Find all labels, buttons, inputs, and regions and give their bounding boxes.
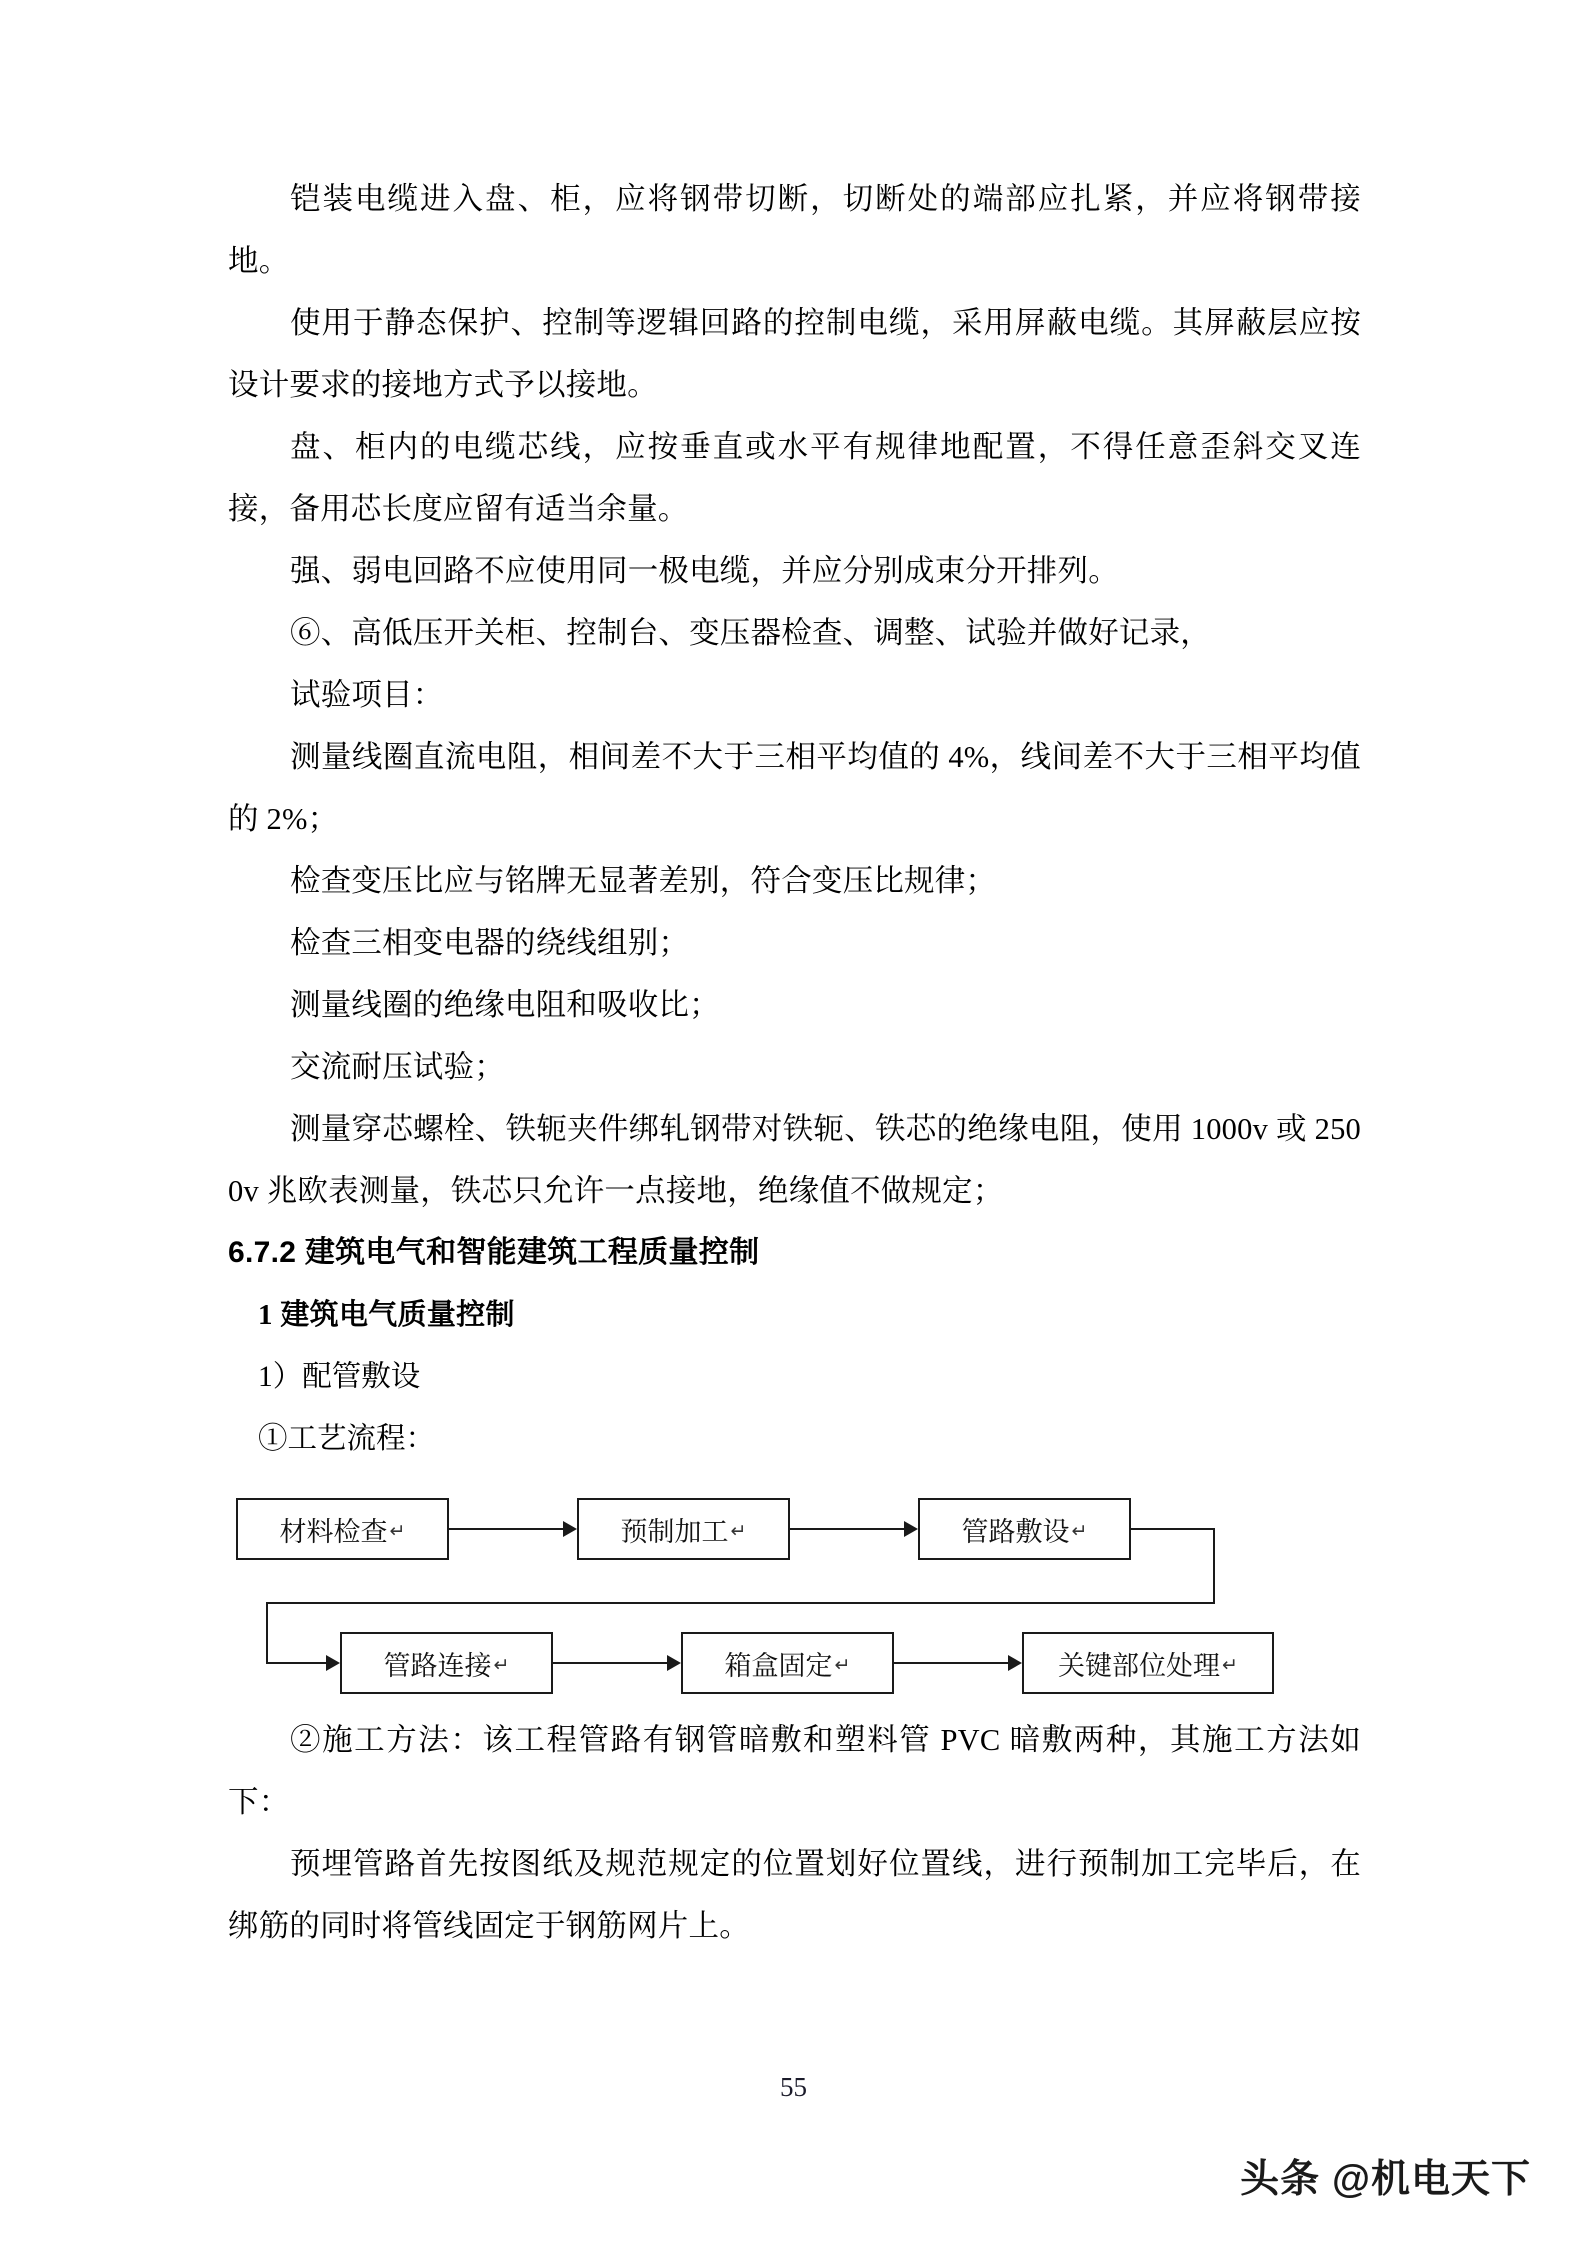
flow-node-pipe-connection[interactable] [340,1632,553,1694]
flow-connector-1 [449,1528,563,1530]
flow-connector-wrap-right [1213,1528,1215,1604]
watermark-logo: 头条 @机电天下 [1240,2158,1531,2201]
paragraph-ac-withstand-test: 交流耐压试验； [290,1050,505,1084]
step-heading-process-flow: ①工艺流程： [258,1423,436,1455]
flow-node-box-fixing[interactable] [681,1632,894,1694]
pilcrow-icon: ↵ [1222,1654,1238,1676]
paragraph-panel-cable-cores: 盘、柜内的电缆芯线，应按垂直或水平有规律地配置，不得任意歪斜交叉连接，备用芯长度应留有适当余量。 [228,430,1361,526]
flow-connector-4 [894,1662,1008,1664]
pilcrow-icon: ↵ [493,1654,510,1676]
pilcrow-icon: ↵ [389,1520,406,1542]
flow-node-label: 预制加工 [620,1516,729,1547]
flow-node-label: 材料检查 [279,1516,388,1547]
flow-node-prefabrication[interactable] [577,1498,790,1560]
flow-connector-wrap-bottom [266,1602,1215,1604]
flow-node-label: 管路敷设 [961,1516,1070,1547]
paragraph-insulation-absorption: 测量线圈的绝缘电阻和吸收比； [290,988,720,1022]
flow-connector-wrap-entry [266,1662,328,1664]
paragraph-armored-cable: 铠装电缆进入盘、柜，应将钢带切断，切断处的端部应扎紧，并应将钢带接地。 [228,182,1361,278]
flow-connector-2 [790,1528,904,1530]
paragraph-strong-weak-circuit: 强、弱电回路不应使用同一极电缆，并应分别成束分开排列。 [290,554,1119,588]
arrow-right-icon [667,1655,681,1671]
arrow-right-icon [326,1655,340,1671]
flow-node-label: 箱盒固定 [724,1650,833,1681]
flow-connector-wrap-left [266,1602,268,1664]
paragraph-construction-method: ②施工方法：该工程管路有钢管暗敷和塑料管 PVC 暗敷两种，其施工方法如下： [228,1723,1361,1819]
section-title: 建筑电气和智能建筑工程质量控制 [304,1236,760,1269]
paragraph-static-protection: 使用于静态保护、控制等逻辑回路的控制电缆，采用屏蔽电缆。其屏蔽层应按设计要求的接地方式予以接地。 [228,306,1361,402]
paragraph-test-items-label: 试验项目： [290,678,444,712]
paragraph-transformation-ratio: 检查变压比应与铭牌无显著差别，符合变压比规律； [290,864,997,898]
page-number: 55 [780,2072,807,2102]
arrow-right-icon [904,1521,918,1537]
paragraph-core-bolt-insulation: 测量穿芯螺栓、铁轭夹件绑轧钢带对铁轭、铁芯的绝缘电阻，使用 1000v 或 2500v 兆欧表测量，铁芯只允许一点接地，绝缘值不做规定； [228,1112,1361,1208]
flow-node-material-inspection[interactable] [236,1498,449,1560]
flow-node-label: 关键部位处理 [1058,1650,1221,1681]
pilcrow-icon: ↵ [730,1520,747,1542]
item-heading-piping: 1）配管敷设 [258,1361,421,1393]
paragraph-embedded-pipe: 预埋管路首先按图纸及规范规定的位置划好位置线，进行预制加工完毕后，在绑筋的同时将管线固定于钢筋网片上。 [228,1847,1361,1943]
paragraph-item-6-switchgear: ⑥、高低压开关柜、控制台、变压器检查、调整、试验并做好记录， [290,616,1211,650]
arrow-right-icon [563,1521,577,1537]
flow-connector-wrap-top [1131,1528,1215,1530]
subsection-heading-electrical-quality: 1 建筑电气质量控制 [258,1299,515,1331]
flow-node-label: 管路连接 [383,1650,492,1681]
section-heading-672 [228,1222,1361,1284]
arrow-right-icon [1008,1655,1022,1671]
section-number: 6.7.2 [228,1236,297,1269]
flow-node-key-position-treatment[interactable] [1022,1632,1274,1694]
flow-node-pipe-laying[interactable] [918,1498,1131,1560]
paragraph-coil-dc-resistance: 测量线圈直流电阻，相间差不大于三相平均值的 4%，线间差不大于三相平均值的 2%； [228,740,1361,836]
page-content [228,168,1361,1957]
process-flow-diagram [228,1484,1361,1699]
pilcrow-icon: ↵ [834,1654,851,1676]
flow-connector-3 [553,1662,667,1664]
paragraph-winding-group: 检查三相变电器的绕线组别； [290,926,690,960]
pilcrow-icon: ↵ [1071,1520,1088,1542]
